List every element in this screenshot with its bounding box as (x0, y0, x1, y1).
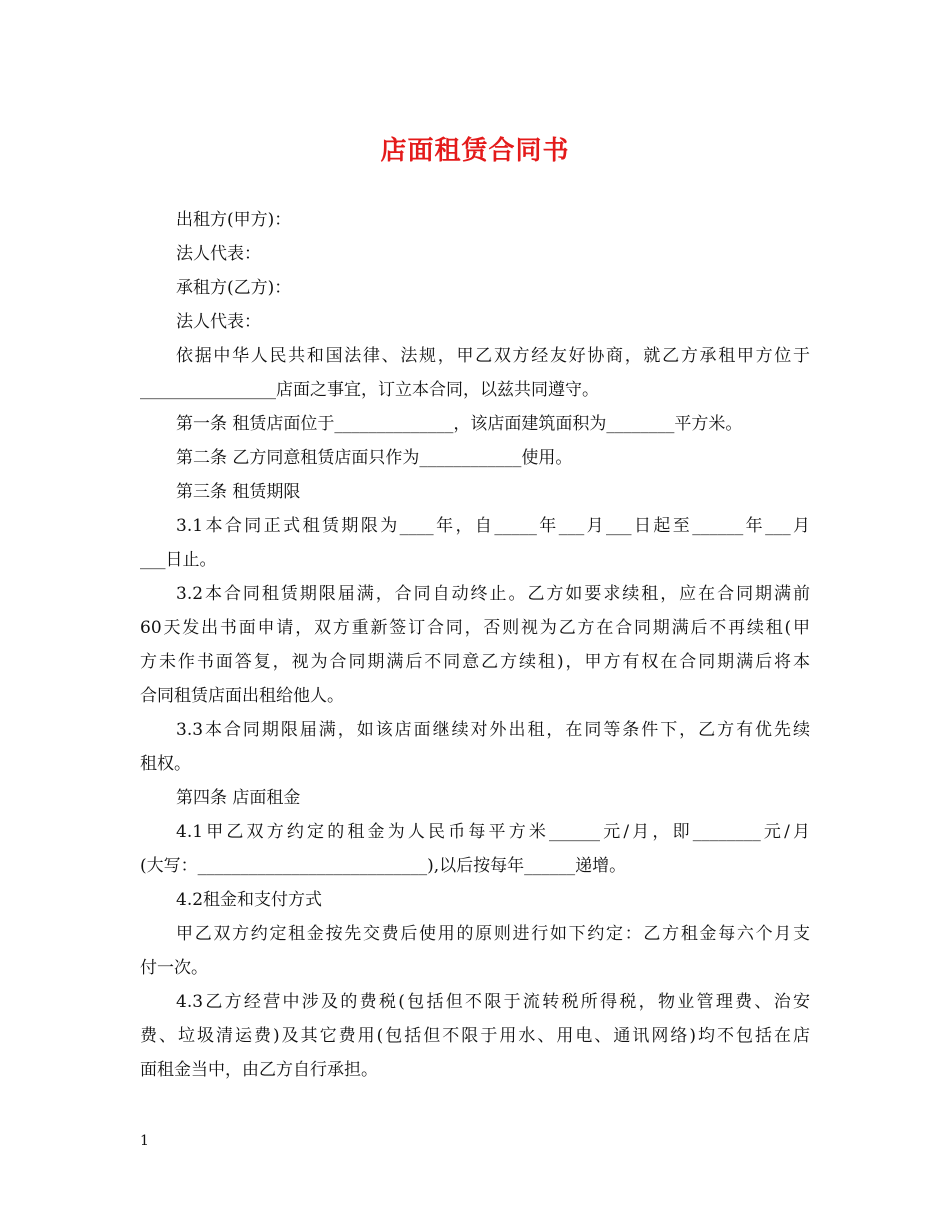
document-body (140, 203, 810, 1087)
document-line: ________________店面之事宜，订立本合同，以兹共同遵守。 (140, 380, 599, 400)
document-line: 3.2本合同租赁期限届满，合同自动终止。乙方如要求续租，应在合同期满前 (176, 584, 810, 604)
document-line: 60天发出书面申请，双方重新签订合同，否则视为乙方在合同期满后不再续租(甲 (140, 618, 810, 638)
document-line: 第二条 乙方同意租赁店面只作为____________使用。 (176, 448, 573, 468)
document-line: 面租金当中，由乙方自行承担。 (140, 1060, 378, 1080)
document-line: 第三条 租赁期限 (176, 482, 301, 502)
page-number: 1 (140, 1133, 149, 1149)
document-title: 店面租赁合同书 (380, 136, 570, 166)
document-line: 法人代表： (176, 244, 261, 264)
document-line: 合同租赁店面出租给他人。 (140, 686, 344, 706)
document-line: 3.3本合同期限届满，如该店面继续对外出租，在同等条件下，乙方有优先续 (176, 720, 810, 740)
document-line: 法人代表： (176, 312, 261, 332)
document-line: 出租方(甲方)： (176, 210, 292, 230)
document-line: 付一次。 (140, 958, 208, 978)
document-line: 第四条 店面租金 (176, 788, 301, 808)
document-line: 费、垃圾清运费)及其它费用(包括但不限于用水、用电、通讯网络)均不包括在店 (140, 1026, 810, 1046)
document-line: 方未作书面答复，视为合同期满后不同意乙方续租)，甲方有权在合同期满后将本 (140, 652, 810, 672)
document-line: 第一条 租赁店面位于______________，该店面建筑面积为________平方米。 (176, 414, 743, 434)
document-line: (大写：___________________________),以后按每年______递增。 (140, 856, 627, 876)
document-line: 承租方(乙方)： (176, 278, 292, 298)
document-line: 3.1本合同正式租赁期限为____年，自_____年___月___日起至______年___月 (176, 516, 810, 536)
document-line: 租权。 (140, 754, 191, 774)
document-line: 4.2租金和支付方式 (176, 890, 323, 910)
document-line: 4.1甲乙双方约定的租金为人民币每平方米______元/月，即________元/月 (176, 822, 810, 842)
document-line: ___日止。 (140, 550, 217, 570)
document-line: 4.3乙方经营中涉及的费税(包括但不限于流转税所得税，物业管理费、治安 (176, 992, 810, 1012)
document-line: 甲乙双方约定租金按先交费后使用的原则进行如下约定：乙方租金每六个月支 (176, 924, 810, 944)
document-line: 依据中华人民共和国法律、法规，甲乙双方经友好协商，就乙方承租甲方位于 (176, 346, 810, 366)
